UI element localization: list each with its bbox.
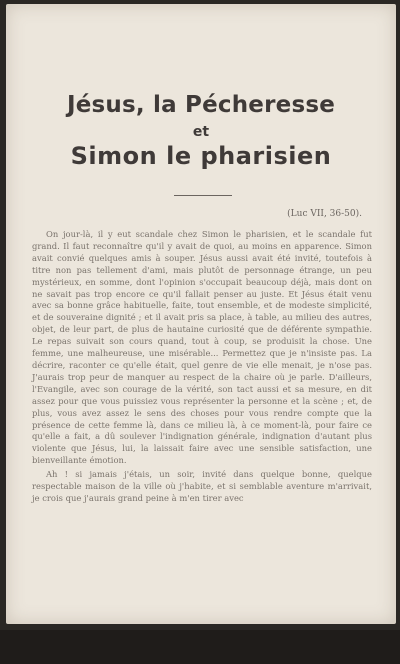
scripture-reference: (Luc VII, 36-50). [287, 209, 362, 219]
title-divider [174, 195, 232, 196]
paragraph: Ah ! si jamais j'étais, un soir, invité dans quelque bonne, quelque respectable maison de la ville où j'habite, et si semblable aventure m'arrivait, je crois que j'aurais grand peine à m'en tirer avec [32, 469, 372, 503]
background-edge [0, 630, 400, 664]
title-line-2: Simon le pharisien [70, 142, 332, 170]
paragraph: On jour-là, il y eut scandale chez Simon le pharisien, et le scandale fut grand. Il faut reconnaître qu'il y avait de quoi, au moins en apparence. Simon avait convié quelques amis à souper. Jésus aussi avait été invité, toutefois à titre non pas tellement d'ami, mais plutôt de personnage étrange, un peu mystérieux, en somme, dont l'opinion s'occupait beaucoup déjà, mais dont on ne savait pas trop encore ce qu'il fallait penser au juste. Et Jésus était venu avec sa bonne grâce habituelle, faite, tout ensemble, et de modeste simplicité, et de souveraine dignité ; et il avait pris sa place, à table, au milieu des autres, objet, de leur part, de plus de hautaine curiosité que de déférente sympathie. Le repas suivait son cours quand, tout à coup, se produisit la chose. Une femme, une malheureuse, une misérable... Permettez que je n'insiste pas. La décrire, raconter ce qu'elle était, quel genre de vie elle menait, je n'ose pas. J'aurais trop peur de manquer au respect de la chaire où je parle. D'ailleurs, l'Evangile, avec son courage de la vérité, son tact aussi et sa mesure, en dit assez pour que vous puissiez vous représenter la personne et la scène ; et, de plus, vous avez assez le sens des choses pour vous rendre compte que la présence de cette femme là, dans ce milieu là, à ce moment-là, pour faire ce qu'elle a fait, a dû soulever l'indignation générale, indignation d'autant plus violente que Jésus, lui, la laissait faire avec une sensible satisfaction, une bienveillante émotion. [32, 229, 372, 466]
title-line-1: Jésus, la Pécheresse [66, 92, 336, 118]
body-text [32, 229, 372, 507]
document-page [6, 4, 396, 624]
title-block [6, 92, 396, 170]
title-conjunction: et [192, 124, 210, 140]
